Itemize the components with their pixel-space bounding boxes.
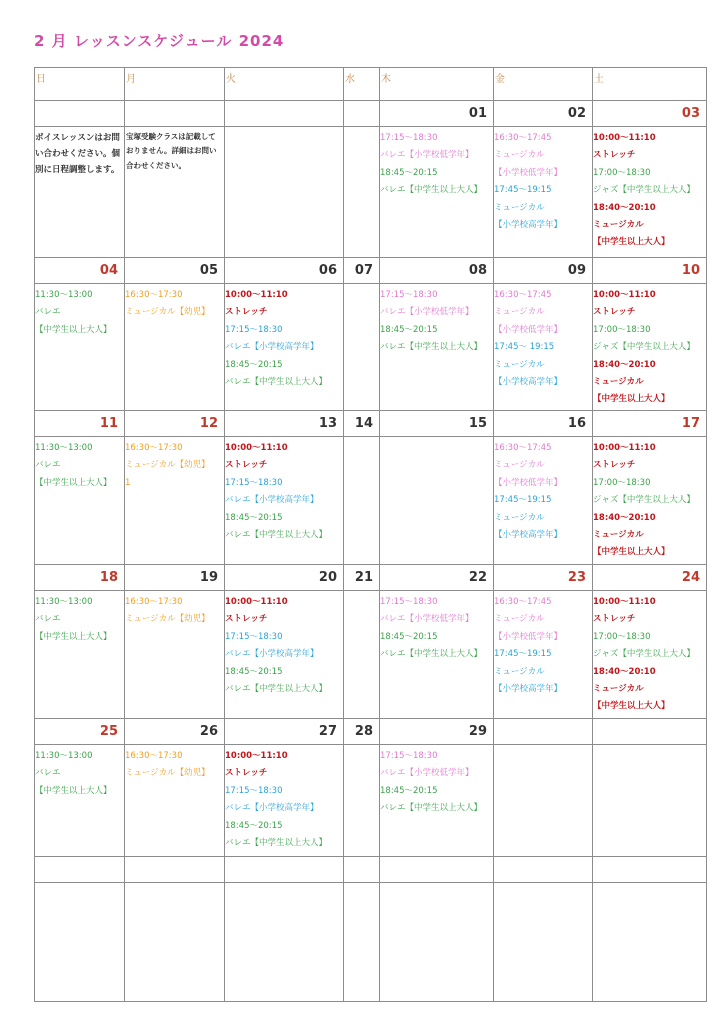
day-number-band: [343, 856, 379, 882]
schedule-entry: ミュージカル: [593, 220, 644, 230]
schedule-entry: 11:30～13:00: [35, 443, 93, 453]
schedule-entry: 18:40～20:10: [593, 359, 656, 370]
schedule-entry: 【小学校低学年】: [494, 477, 563, 488]
schedule-entry: 17:15～18:30: [225, 477, 283, 488]
schedule-entry: 18:45～20:15: [225, 820, 283, 831]
schedule-entry: バレエ【小学校高学年】: [225, 803, 319, 814]
day-cell: [343, 590, 379, 718]
day-cell: [34, 590, 124, 718]
schedule-entry: ミュージカル: [494, 307, 545, 318]
schedule-entry: 17:45～19:15: [494, 649, 552, 660]
schedule-entry: 11:30～13:00: [35, 751, 93, 761]
weekday-label: 水: [345, 74, 355, 85]
schedule-entry: 10:00～11:10: [225, 443, 288, 453]
day-number-band: [124, 856, 224, 882]
day-cell: [343, 436, 379, 564]
day-number[interactable]: 12: [199, 416, 218, 431]
schedule-entry: 【中学生以上大人】: [35, 324, 112, 335]
schedule-entry: 18:45～20:15: [380, 324, 438, 335]
schedule-entry: 【小学校高学年】: [494, 220, 563, 230]
schedule-entry: ミュージカル: [494, 359, 545, 370]
schedule-entry: 17:00～18:30: [593, 167, 651, 178]
day-cell: [343, 882, 379, 1001]
day-cell: [493, 744, 592, 856]
schedule-entry: バレエ【小学校高学年】: [225, 649, 319, 660]
schedule-entry: 17:45～ 19:15: [494, 342, 555, 353]
schedule-entry: 18:45～20:15: [380, 631, 438, 642]
day-number[interactable]: 22: [468, 570, 487, 585]
day-cell: [34, 436, 124, 564]
schedule-entry: 17:15～18:30: [380, 751, 438, 761]
schedule-entry: 【小学校低学年】: [494, 324, 563, 335]
schedule-entry: ストレッチ: [593, 307, 636, 318]
day-number-band: [493, 856, 592, 882]
day-number[interactable]: 19: [199, 570, 218, 585]
day-number[interactable]: 14: [354, 416, 373, 431]
schedule-entry: 11:30～13:00: [35, 597, 93, 607]
schedule-entry: 17:15～18:30: [225, 785, 283, 796]
schedule-entry: バレエ【小学校低学年】: [380, 150, 474, 161]
day-cell: [343, 126, 379, 257]
schedule-entry: 11:30～13:00: [35, 290, 93, 300]
day-number-band: [592, 718, 706, 744]
day-number[interactable]: 21: [354, 570, 373, 585]
weekday-label: 月: [126, 74, 136, 85]
schedule-entry: ミュージカル: [494, 512, 545, 523]
schedule-entry: ミュージカル: [494, 666, 545, 677]
schedule-entry: 18:45～20:15: [225, 359, 283, 370]
grid-right-border: [706, 67, 707, 1002]
schedule-entry: バレエ【小学校高学年】: [225, 342, 319, 353]
day-number[interactable]: 11: [99, 416, 118, 431]
schedule-entry: 10:00～11:10: [225, 290, 288, 300]
schedule-entry: 16:30～17:30: [125, 443, 183, 453]
schedule-entry: 17:15～18:30: [380, 290, 438, 300]
weekday-label: 日: [36, 74, 46, 85]
schedule-entry: 18:45～20:15: [380, 785, 438, 796]
schedule-entry: ジャズ【中学生以上大人】: [593, 342, 695, 353]
weekday-header-cell: [493, 67, 592, 100]
day-number[interactable]: 28: [354, 724, 373, 739]
day-number-band: [224, 856, 343, 882]
day-cell: [224, 126, 343, 257]
weekday-label: 土: [594, 74, 604, 85]
schedule-entry: 10:00～11:10: [593, 597, 656, 607]
schedule-entry: バレエ【中学生以上大人】: [225, 377, 328, 387]
schedule-entry: バレエ: [35, 614, 61, 625]
day-number[interactable]: 06: [318, 263, 337, 278]
day-number[interactable]: 17: [681, 416, 700, 431]
schedule-entry: 18:45～20:15: [225, 666, 283, 677]
schedule-entry: 【中学生以上大人】: [35, 785, 112, 796]
weekday-header-cell: [34, 67, 124, 100]
schedule-entry: ミュージカル: [494, 150, 545, 161]
schedule-entry: 17:15～18:30: [380, 133, 438, 143]
schedule-entry: ミュージカル【幼児】: [125, 768, 210, 779]
schedule-entry: 16:30～17:45: [494, 597, 552, 607]
schedule-entry: ミュージカル: [494, 202, 545, 213]
weekday-label: 木: [381, 74, 391, 85]
day-cell: [124, 882, 224, 1001]
schedule-entry: バレエ【小学校低学年】: [380, 768, 474, 779]
schedule-entry: バレエ【中学生以上大人】: [380, 649, 483, 660]
day-number[interactable]: 13: [318, 416, 337, 431]
schedule-entry: バレエ【小学校高学年】: [225, 495, 319, 506]
day-number-band: [343, 100, 379, 126]
day-number[interactable]: 07: [354, 263, 373, 278]
schedule-entry: 10:00～11:10: [593, 443, 656, 453]
schedule-entry: 10:00～11:10: [593, 290, 656, 300]
schedule-entry: ストレッチ: [593, 150, 636, 161]
schedule-entry: 16:30～17:45: [494, 290, 552, 300]
day-cell: [124, 590, 224, 718]
day-number-band: [493, 718, 592, 744]
schedule-entry: 18:40～20:10: [593, 666, 656, 677]
schedule-entry: ミュージカル: [494, 614, 545, 625]
day-cell: [592, 882, 706, 1001]
schedule-entry: 17:15～18:30: [225, 631, 283, 642]
day-number[interactable]: 18: [99, 570, 118, 585]
day-number[interactable]: 25: [99, 724, 118, 739]
day-cell: [124, 283, 224, 410]
day-cell: [124, 436, 224, 564]
schedule-entry: 16:30～17:45: [494, 133, 552, 143]
schedule-entry: 17:15～18:30: [380, 597, 438, 607]
day-number[interactable]: 02: [567, 106, 586, 121]
schedule-entry: 【中学生以上大人】: [593, 547, 670, 558]
schedule-entry: 17:00～18:30: [593, 324, 651, 335]
day-cell: [592, 744, 706, 856]
schedule-entry: ミュージカル【幼児】: [125, 460, 210, 471]
schedule-entry: 【中学生以上大人】: [35, 631, 112, 642]
schedule-entry: 【小学校低学年】: [494, 167, 563, 178]
weekday-label: 金: [495, 74, 505, 85]
day-cell: [379, 436, 493, 564]
weekday-header-cell: [592, 67, 706, 100]
schedule-entry: 17:45～19:15: [494, 185, 552, 196]
schedule-entry: 10:00～11:10: [593, 133, 656, 143]
schedule-entry: 【中学生以上大人】: [35, 477, 112, 488]
day-number[interactable]: 03: [681, 106, 700, 121]
weekday-label: 火: [226, 74, 236, 85]
schedule-entry: 16:30～17:45: [494, 443, 552, 453]
schedule-entry: 【小学校低学年】: [494, 631, 563, 642]
schedule-entry: バレエ【中学生以上大人】: [380, 185, 483, 196]
day-number[interactable]: 26: [199, 724, 218, 739]
day-number[interactable]: 09: [567, 263, 586, 278]
day-cell: [379, 882, 493, 1001]
schedule-entry: 16:30～17:30: [125, 751, 183, 761]
schedule-entry: 17:00～18:30: [593, 477, 651, 488]
day-number[interactable]: 15: [468, 416, 487, 431]
schedule-entry: 17:45～19:15: [494, 495, 552, 506]
schedule-entry: 1: [125, 477, 131, 488]
schedule-entry: ストレッチ: [593, 460, 636, 471]
schedule-entry: バレエ【小学校低学年】: [380, 307, 474, 318]
schedule-entry: 【中学生以上大人】: [593, 701, 670, 712]
schedule-entry: 17:15～18:30: [225, 324, 283, 335]
schedule-entry: 【小学校高学年】: [494, 377, 563, 387]
day-number-band: [34, 100, 124, 126]
schedule-entry: ミュージカル【幼児】: [125, 614, 210, 625]
voice-lesson-note: ボイスレッスンはお問い合わせください。個別に日程調整します。: [35, 133, 121, 176]
schedule-entry: ジャズ【中学生以上大人】: [593, 649, 695, 660]
day-number[interactable]: 24: [681, 570, 700, 585]
page-title: 2 月 レッスンスケジュール 2024: [34, 32, 285, 50]
weekday-header-cell: [224, 67, 343, 100]
schedule-entry: 18:40～20:10: [593, 202, 656, 213]
day-cell: [493, 882, 592, 1001]
schedule-entry: バレエ【中学生以上大人】: [380, 803, 483, 814]
day-number-band: [592, 856, 706, 882]
schedule-entry: ミュージカル【幼児】: [125, 307, 210, 318]
day-number-band: [379, 856, 493, 882]
schedule-entry: ストレッチ: [225, 460, 268, 471]
day-cell: [34, 283, 124, 410]
schedule-entry: ミュージカル: [593, 530, 644, 540]
schedule-entry: バレエ【中学生以上大人】: [380, 342, 483, 353]
schedule-entry: バレエ: [35, 307, 61, 318]
day-number[interactable]: 01: [468, 106, 487, 121]
day-number[interactable]: 29: [468, 724, 487, 739]
schedule-entry: 【小学校高学年】: [494, 530, 563, 540]
day-number-band: [124, 100, 224, 126]
schedule-entry: バレエ: [35, 768, 61, 779]
schedule-entry: ジャズ【中学生以上大人】: [593, 185, 695, 196]
day-number[interactable]: 16: [567, 416, 586, 431]
day-number[interactable]: 05: [199, 263, 218, 278]
day-number[interactable]: 20: [318, 570, 337, 585]
weekday-header-cell: [379, 67, 493, 100]
schedule-entry: ジャズ【中学生以上大人】: [593, 495, 695, 506]
schedule-entry: バレエ【中学生以上大人】: [225, 684, 328, 694]
weekday-header-cell: [124, 67, 224, 100]
day-number[interactable]: 10: [681, 263, 700, 278]
schedule-entry: 10:00～11:10: [225, 751, 288, 761]
schedule-entry: 10:00～11:10: [225, 597, 288, 607]
schedule-entry: ストレッチ: [225, 614, 268, 625]
schedule-entry: 【中学生以上大人】: [593, 237, 670, 248]
schedule-entry: 16:30～17:30: [125, 290, 183, 300]
day-number-band: [34, 856, 124, 882]
schedule-entry: 18:45～20:15: [380, 167, 438, 178]
day-number[interactable]: 04: [99, 263, 118, 278]
schedule-entry: ストレッチ: [225, 307, 268, 318]
day-number[interactable]: 08: [468, 263, 487, 278]
schedule-entry: 18:45～20:15: [225, 512, 283, 523]
schedule-entry: 18:40～20:10: [593, 512, 656, 523]
day-number[interactable]: 27: [318, 724, 337, 739]
schedule-entry: 16:30～17:30: [125, 597, 183, 607]
day-cell: [34, 882, 124, 1001]
schedule-entry: ミュージカル: [494, 460, 545, 471]
schedule-entry: ストレッチ: [593, 614, 636, 625]
day-cell: [224, 882, 343, 1001]
schedule-entry: 17:00～18:30: [593, 631, 651, 642]
schedule-entry: ミュージカル: [593, 377, 644, 387]
schedule-entry: ミュージカル: [593, 684, 644, 694]
day-number-band: [224, 100, 343, 126]
schedule-entry: バレエ【中学生以上大人】: [225, 838, 328, 848]
schedule-entry: バレエ【小学校低学年】: [380, 614, 474, 625]
schedule-entry: ストレッチ: [225, 768, 268, 779]
schedule-entry: バレエ【中学生以上大人】: [225, 530, 328, 540]
takarazuka-class-note: 宝塚受験クラスは記載しておりません。詳細はお問い合わせください。: [126, 132, 217, 170]
grid-bottom-border: [34, 1001, 707, 1002]
schedule-entry: 【小学校高学年】: [494, 684, 563, 694]
schedule-entry: バレエ: [35, 460, 61, 471]
day-cell: [343, 744, 379, 856]
schedule-entry: 【中学生以上大人】: [593, 394, 670, 405]
day-number[interactable]: 23: [567, 570, 586, 585]
day-cell: [343, 283, 379, 410]
